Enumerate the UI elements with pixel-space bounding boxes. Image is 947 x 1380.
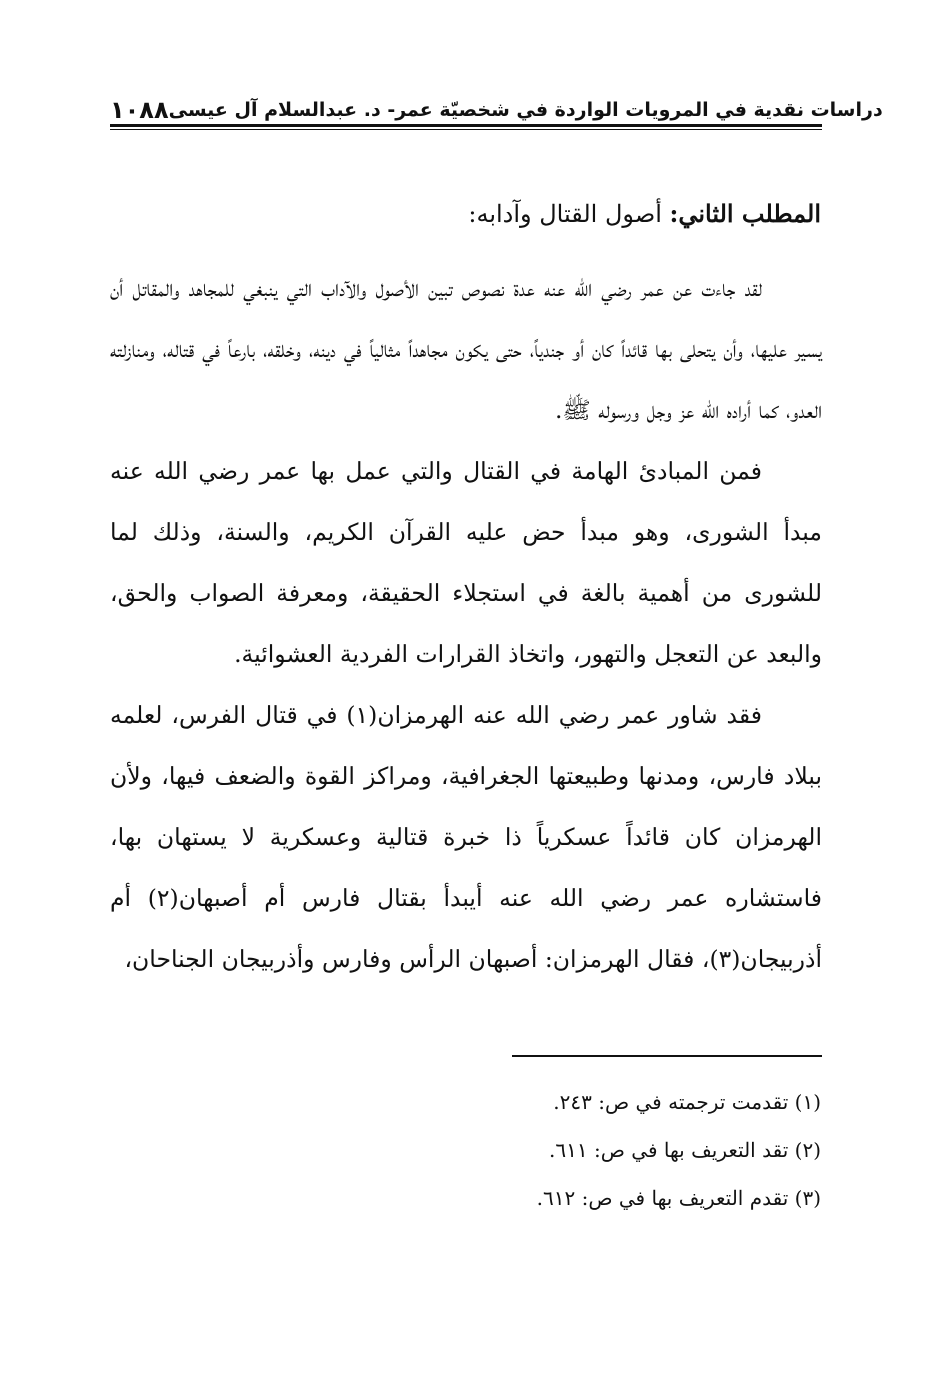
section-heading — [121, 194, 821, 234]
running-header — [110, 86, 883, 124]
footnote-2: (٢) تقد التعريف بها في ص: ٦١١. — [549, 1138, 821, 1162]
running-title: دراسات نقدية في المرويات الواردة في شخصيّة عمر- د. عبدالسلام آل عيسى — [168, 99, 883, 121]
footnote-3: (٣) تقدم التعريف بها في ص: ٦١٢. — [536, 1186, 821, 1210]
section-heading-text: أصول القتال وآدابه: — [468, 200, 670, 228]
footnote-rule — [512, 1055, 822, 1057]
header-rule — [110, 124, 822, 130]
section-heading-label: المطلب الثاني: — [669, 199, 821, 228]
paragraph-hormuzan: فقد شاور عمر رضي الله عنه الهرمزان(١) في قتال الفرس، لعلمه ببلاد فارس، ومدنها وطبيعتها الجغرافية، ومراكز القوة والضعف فيها، ولأن الهرمزان كان قائداً عسكرياً ذا خبرة قتالية وعسكرية لا يستهان بها، فاستشاره عمر رضي الله عنه أيبدأ بقتال فارس أم أصبهان(٢) أم أذربيجان(٣)، فقال الهرمزان: أصبهان الرأس وفارس وأذربيجان الجناحان، — [110, 701, 823, 973]
paragraph-principles: لقد جاءت عن عمر رضي الله عنه عدة نصوص تبين الأصول والآداب التي ينبغي للمجاهد والمقاتل أن يسير عليها، وأن يتحلى بها قائداً كان أو جندياً، حتى يكون مجاهداً مثالياً في دينه، وخلقه، بارعاً في قتاله، ومنازلته العدو، كما أراده الله عز وجل ورسوله ﷺ. — [110, 274, 822, 424]
body-text — [110, 258, 822, 990]
footnotes — [121, 1078, 821, 1222]
page-number: ١٠٨٨ — [110, 96, 169, 124]
paragraph-shura: فمن المبادئ الهامة في القتال والتي عمل بها عمر رضي الله عنه مبدأ الشورى، وهو مبدأ حض عليه القرآن الكريم، والسنة، وذلك لما للشورى من أهمية بالغة في استجلاء الحقيقة، ومعرفة الصواب والحق، والبعد عن التعجل والتهور، واتخاذ القرارات الفردية العشوائية. — [110, 457, 822, 668]
footnote-1: (١) تقدمت ترجمته في ص: ٢٤٣. — [553, 1090, 821, 1114]
